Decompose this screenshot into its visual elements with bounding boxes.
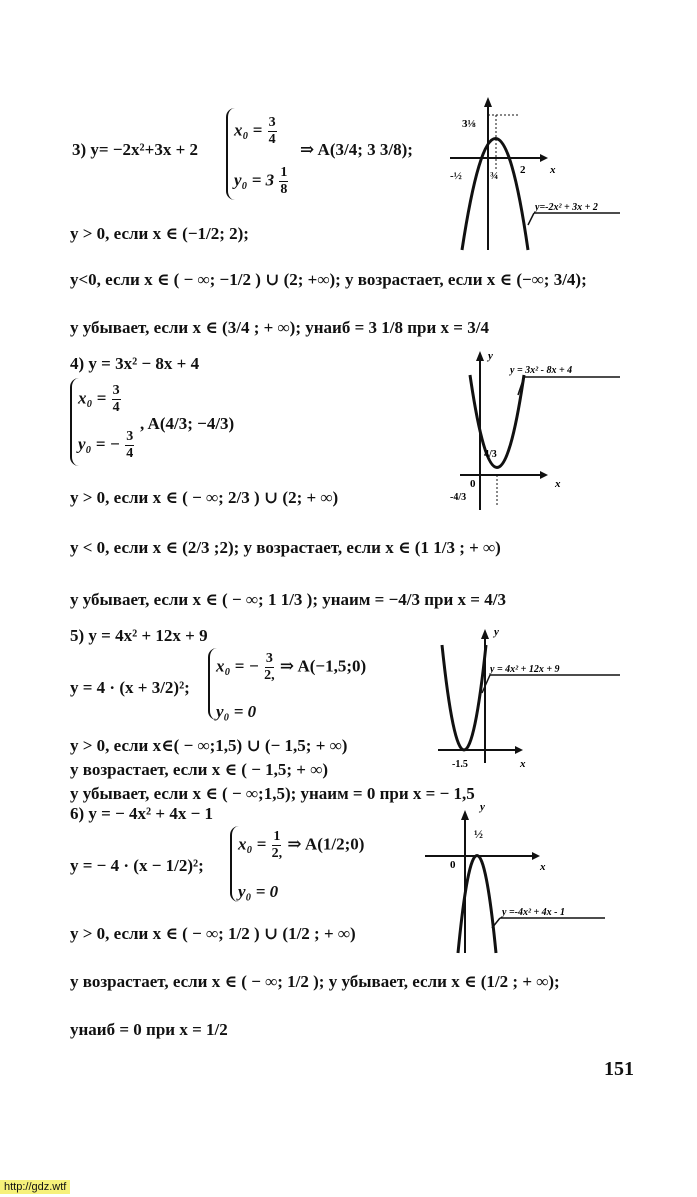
p4-x0-fraction: $\frac{3}{4}$ — [112, 383, 120, 415]
p4-graph-43: 4/3 — [484, 449, 497, 460]
p6-graph-label: y =-4x² + 4x - 1 — [502, 907, 565, 918]
p3-vertex: ⇒ A(3/4; 3 3/8); — [300, 140, 413, 159]
p6-y0-label: y₀ = 0 — [238, 882, 279, 901]
p3-y0-fraction: $\frac{1}{8}$ — [280, 165, 288, 197]
p3-y0-label: y₀ = 3 — [234, 170, 275, 190]
p3-graph-mid: ¾ — [490, 170, 499, 182]
p5-x0-label: x₀ = − — [216, 656, 259, 676]
p5-vertex: ⇒ A(−1,5;0) — [279, 656, 367, 676]
p4-graph-m43: -4/3 — [450, 492, 467, 503]
p6-function: 6) y = − 4x² + 4x − 1 — [70, 804, 214, 823]
p4-positive: y > 0, если x ∈ ( − ∞; 2/3 ) ∪ (2; + ∞) — [70, 488, 339, 507]
page-number: 151 — [604, 1058, 634, 1080]
p5-increasing: y возрастает, если x ∈ ( − 1,5; + ∞) — [70, 760, 329, 779]
p3-positive: y > 0, если x ∈ (−1/2; 2); — [70, 224, 249, 243]
p5-y0-label: y₀ = 0 — [216, 702, 257, 721]
p6-system — [230, 826, 388, 902]
p6-positive: y > 0, если x ∈ ( − ∞; 1/2 ) ∪ (1/2 ; + ∞) — [70, 924, 356, 943]
p6-x0-fraction: $\frac{1}{2,}$ — [271, 829, 283, 861]
p5-graph-m15: -1.5 — [452, 759, 468, 770]
p3-function: 3) y= −2x²+3x + 2 — [72, 140, 199, 159]
p4-graph-y: y — [488, 350, 493, 362]
p4-negative: y < 0, если x ∈ (2/3 ;2); y возрастает, если x ∈ (1 1/3 ; + ∞) — [70, 538, 501, 557]
p5-x0-fraction: $\frac{3}{2,}$ — [264, 651, 275, 683]
p5-graph — [430, 625, 620, 775]
p6-x0-label: x₀ = — [238, 834, 267, 854]
p4-y0-fraction: $\frac{3}{4}$ — [126, 429, 134, 461]
p4-x0-label: x₀ = — [78, 388, 107, 408]
p3-x0-label: x₀ = — [234, 120, 263, 140]
p6-graph-y: y — [480, 801, 485, 813]
p4-graph — [440, 345, 620, 515]
p6-graph-half: ½ — [474, 827, 483, 841]
p6-vertex: ⇒ A(1/2;0) — [287, 834, 365, 854]
p4-vertex: , A(4/3; −4/3) — [140, 414, 235, 433]
p6-graph-zero: 0 — [450, 859, 456, 871]
p6-form: y = − 4 · (x − 1/2)²; — [70, 856, 204, 875]
p5-graph-y: y — [494, 626, 499, 638]
p3-x0-fraction: $\frac{3}{4}$ — [268, 115, 276, 147]
p6-maximum: yнаиб = 0 при x = 1/2 — [70, 1020, 228, 1039]
p4-decreasing: y убывает, если x ∈ ( − ∞; 1 1/3 ); yнаим = −4/3 при x = 4/3 — [70, 590, 506, 609]
p4-graph-label: y = 3x² - 8x + 4 — [510, 365, 573, 376]
p3-graph-label: y=-2x² + 3x + 2 — [535, 202, 598, 213]
p3-graph-right: 2 — [520, 164, 526, 176]
p5-form: y = 4 · (x + 3/2)²; — [70, 678, 190, 697]
p3-graph-x: x — [550, 164, 556, 176]
watermark-link[interactable]: http://gdz.wtf — [0, 1180, 70, 1194]
p5-positive: y > 0, если x∈( − ∞;1,5) ∪ (− 1,5; + ∞) — [70, 736, 348, 755]
p4-function: 4) y = 3x² − 8x + 4 — [70, 354, 200, 373]
p3-graph-top: 3⅛ — [462, 118, 476, 130]
p5-decreasing: y убывает, если x ∈ ( − ∞;1,5); yнаим = 0 при x = − 1,5 — [70, 784, 475, 803]
p6-graph-x: x — [540, 861, 546, 873]
p4-graph-zero: 0 — [470, 478, 476, 490]
p6-monotonic: y возрастает, если x ∈ ( − ∞; 1/2 ); y убывает, если x ∈ (1/2 ; + ∞); — [70, 972, 560, 991]
p3-graph — [430, 95, 620, 255]
p5-graph-label: y = 4x² + 12x + 9 — [490, 664, 560, 675]
p4-graph-x: x — [555, 478, 561, 490]
p4-y0-label: y₀ = − — [78, 434, 120, 454]
p5-function: 5) y = 4x² + 12x + 9 — [70, 626, 208, 645]
p3-graph-left: -½ — [450, 170, 462, 182]
p5-system — [208, 648, 416, 720]
p5-graph-x: x — [520, 758, 526, 770]
p6-graph — [420, 798, 610, 958]
p3-negative: y<0, если x ∈ ( − ∞; −1/2 ) ∪ (2; +∞); y возрастает, если x ∈ (−∞; 3/4); — [70, 270, 587, 289]
p3-decreasing: y убывает, если x ∈ (3/4 ; + ∞); yнаиб = 3 1/8 при x = 3/4 — [70, 318, 489, 337]
